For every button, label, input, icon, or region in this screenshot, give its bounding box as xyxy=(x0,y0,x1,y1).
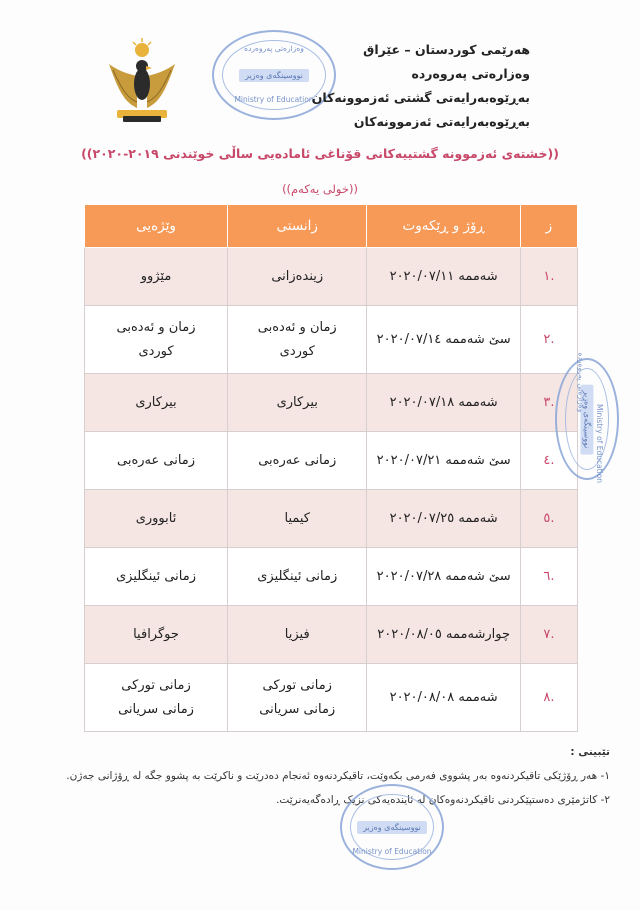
row-literary xyxy=(85,664,228,732)
row-science: بیرکاری xyxy=(228,374,367,432)
row-literary-line1: زمان و ئەدەبی xyxy=(116,319,196,335)
row-date: شەممە ٢٠٢٠/٠٨/٠٨ xyxy=(367,664,520,732)
header-date: ڕۆژ و ڕێکەوت xyxy=(367,205,520,248)
row-literary: جوگرافیا xyxy=(85,606,228,664)
row-literary: زمانی ئینگلیزی xyxy=(85,548,228,606)
note-item: ١- هەر ڕۆژێکی تاقیکردنەوە بەر پشووی فەرمی بکەوێت، تاقیکردنەوە ئەنجام دەدرێت و ناکرێت بە پشوو جگە لە ڕۆژانی جەژن. xyxy=(66,770,610,782)
row-date: سێ شەممە ٢٠٢٠/٠٧/٢١ xyxy=(367,432,520,490)
notes-section xyxy=(20,740,610,812)
row-science: فیزیا xyxy=(228,606,367,664)
note-item: ٢- کاتژمێری دەستپێکردنی تاقیکردنەوەکان لە ئایندەیەکی نزیک ڕادەگەیەنرێت. xyxy=(276,794,610,806)
row-literary: مێژوو xyxy=(85,248,228,306)
table-row xyxy=(85,248,578,306)
stamp-top-arabic: وەزارەتی پەروەردە xyxy=(244,44,304,53)
header-science: زانستی xyxy=(228,205,367,248)
row-science: زیندەزانی xyxy=(228,248,367,306)
table-header-row xyxy=(85,205,578,248)
table-row xyxy=(85,374,578,432)
row-literary: زمانی عەرەبی xyxy=(85,432,228,490)
header-line-ministry: وەزارەتی پەروەردە xyxy=(411,66,530,81)
row-date: شەممە ٢٠٢٠/٠٧/١٨ xyxy=(367,374,520,432)
row-num: .٨ xyxy=(520,664,577,732)
row-literary: بیرکاری xyxy=(85,374,228,432)
kurdistan-emblem-icon xyxy=(97,36,187,128)
table-row xyxy=(85,664,578,732)
row-num: .٧ xyxy=(520,606,577,664)
row-literary: ئابووری xyxy=(85,490,228,548)
notes-heading: تێبینی : xyxy=(570,746,610,758)
row-science: زمانی ئینگلیزی xyxy=(228,548,367,606)
row-literary-line2: زمانی سریانی xyxy=(118,701,194,717)
header-literary: وێژەیی xyxy=(85,205,228,248)
stamp-right-band: نووسینگەی وەزیر xyxy=(581,384,594,454)
row-date: سێ شەممە ٢٠٢٠/٠٧/٢٨ xyxy=(367,548,520,606)
stamp-right-english: Ministry of Education xyxy=(594,403,604,484)
ministry-header xyxy=(312,38,530,134)
row-science xyxy=(228,664,367,732)
row-date: شەممە ٢٠٢٠/٠٧/٢٥ xyxy=(367,490,520,548)
row-literary-line1: زمانی تورکی xyxy=(121,677,191,693)
row-literary-line2: کوردی xyxy=(138,343,174,359)
row-num: .٦ xyxy=(520,548,577,606)
table-row xyxy=(85,548,578,606)
row-science xyxy=(228,306,367,374)
row-date: سێ شەممە ٢٠٢٠/٠٧/١٤ xyxy=(367,306,520,374)
row-num: .١ xyxy=(520,248,577,306)
table-row xyxy=(85,490,578,548)
stamp-top-english: Ministry of Education xyxy=(234,95,314,104)
stamp-bottom-band: نووسینگەی وەزیر xyxy=(357,821,427,834)
page-subtitle: ((خولی یەکەم)) xyxy=(282,182,358,196)
row-num: .٥ xyxy=(520,490,577,548)
stamp-bottom-english: Ministry of Education xyxy=(352,847,432,856)
row-date: چوارشەممە ٢٠٢٠/٠٨/٠٥ xyxy=(367,606,520,664)
row-num: .٤ xyxy=(520,432,577,490)
table-row xyxy=(85,432,578,490)
table-row xyxy=(85,606,578,664)
row-science-line1: زمانی تورکی xyxy=(262,677,332,693)
header-line-general-directorate: بەڕێوەبەرایەتی گشتی ئەزموونەکان xyxy=(311,90,530,105)
stamp-top-band: نووسینگەی وەزیر xyxy=(239,69,309,82)
ministry-stamp-right xyxy=(555,352,619,484)
page-title: ((خشتەی ئەزموونە گشتییەکانی قۆناغی ئامادەیی ساڵی خوێندنی ٢٠١٩-٢٠٢٠)) xyxy=(81,146,559,161)
row-date: شەممە ٢٠٢٠/٠٧/١١ xyxy=(367,248,520,306)
stamp-right-arabic: وەزارەتی پەروەردە xyxy=(576,352,586,413)
row-science: کیمیا xyxy=(228,490,367,548)
row-literary xyxy=(85,306,228,374)
header-num: ز xyxy=(520,205,577,248)
header-line-directorate: بەڕێوەبەرایەتی ئەزموونەکان xyxy=(353,114,530,129)
table-row xyxy=(85,306,578,374)
row-science-line2: زمانی سریانی xyxy=(259,701,336,717)
row-num: .٢ xyxy=(520,306,577,374)
row-science-line2: کوردی xyxy=(279,343,315,359)
row-science: زمانی عەرەبی xyxy=(228,432,367,490)
header-line-region: هەرێمی کوردستان – عێراق xyxy=(363,42,530,57)
row-num: .٣ xyxy=(520,374,577,432)
exam-schedule-table xyxy=(84,204,578,732)
row-science-line1: زمان و ئەدەبی xyxy=(257,319,337,335)
ministry-stamp-bottom xyxy=(340,784,444,870)
